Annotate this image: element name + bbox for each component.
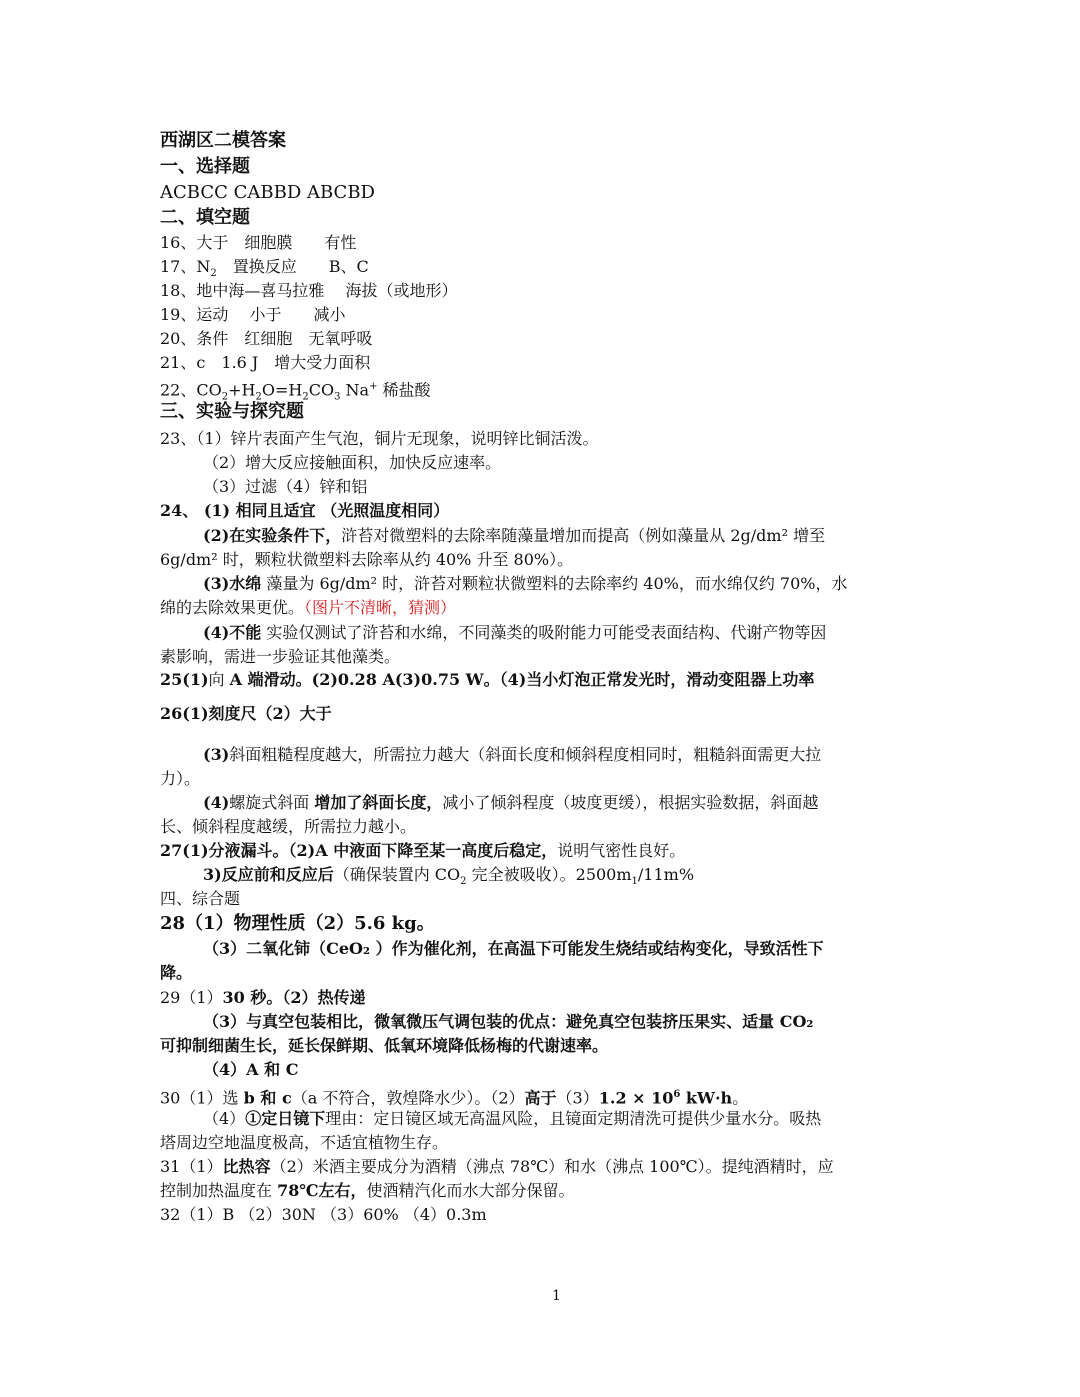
answer-21: 21、c 1.6 J 增大受力面积: [160, 353, 371, 372]
answer-19: 19、运动 小于 减小: [160, 305, 346, 324]
section-comprehensive-heading: 四、综合题: [160, 889, 241, 908]
answer-28-3a: （3）二氧化铈（CeO₂ ）作为催化剂，在高温下可能发生烧结或结构变化，导致活性下: [203, 939, 824, 958]
answer-17: 17、$N_2$ 置换反应 B、C: [160, 257, 369, 280]
uncertain-note: （图片不清晰，猜测）: [304, 598, 457, 617]
answer-30-1: 30（1）选 b 和 c（a 不符合，敦煌降水少）。（2）高于$(3)1.2 \times 10^6$ kW·h。: [160, 1088, 749, 1108]
answer-26-3b: 力）。: [160, 769, 201, 788]
section-choice-heading: 一、选择题: [160, 156, 250, 177]
answer-24-4a: (4)不能 实验仅测试了浒苔和水绵，不同藻类的吸附能力可能受表面结构、代谢产物等因: [203, 623, 827, 642]
answer-23-2: （2）增大反应接触面积，加快反应速率。: [203, 453, 502, 472]
answer-27-1: 27(1)分液漏斗。（2)A 中液面下降至某一高度后稳定，说明气密性良好。: [160, 841, 686, 860]
answer-27-3: 3)反应前和反应后（确保装置内 $CO_2$ 完全被吸收）。$2500m_1/11m\%$: [203, 865, 695, 888]
section-fill-heading: 二、填空题: [160, 207, 250, 228]
answer-18: 18、地中海—喜马拉雅 海拔（或地形）: [160, 281, 458, 300]
section-experiment-heading: 三、实验与探究题: [160, 401, 304, 422]
answer-29-4: （4）A 和 C: [203, 1060, 299, 1079]
answer-26-3a: (3)斜面粗糙程度越大，所需拉力越大（斜面长度和倾斜程度相同时，粗糙斜面需更大拉: [203, 745, 822, 764]
answer-26-1: 26(1)刻度尺（2）大于: [160, 704, 332, 723]
answer-30-4a: （4）①定日镜下理由：定日镜区域无高温风险，且镜面定期清洗可提供少量水分。吸热: [203, 1109, 822, 1128]
answer-24-3a: (3)水绵 藻量为 6g/dm² 时，浒苔对颗粒状微塑料的去除率约 40%，而水绵仅约 70%，水: [203, 574, 848, 593]
answer-24-3b: 绵的去除效果更优。（图片不清晰，猜测）: [160, 598, 457, 617]
answer-22: 22、$CO_2+H_2O=H_2CO_3$ Na+ 稀盐酸: [160, 380, 431, 403]
answer-31-2: 控制加热温度在 78℃左右，使酒精汽化而水大部分保留。: [160, 1181, 575, 1200]
answer-20: 20、条件 红细胞 无氧呼吸: [160, 329, 373, 348]
answer-30-4b: 塔周边空地温度极高，不适宜植物生存。: [160, 1133, 449, 1152]
answer-32: 32（1）B （2）30N （3）60% （4）0.3m: [160, 1205, 487, 1224]
answer-29-3a: （3）与真空包装相比，微氧微压气调包装的优点：避免真空包装挤压果实、适量 CO₂: [203, 1012, 814, 1031]
answer-24-2a: (2)在实验条件下，浒苔对微塑料的去除率随藻量增加而提高（例如藻量从 2g/dm² 增至: [203, 526, 826, 545]
answer-26-4a: (4)螺旋式斜面 增加了斜面长度，减小了倾斜程度（坡度更缓），根据实验数据，斜面越: [203, 793, 819, 812]
answer-29-1: 29（1）30 秒。（2）热传递: [160, 988, 366, 1007]
answer-28-1: 28（1）物理性质（2）5.6 kg。: [160, 913, 435, 934]
answer-24-1: 24、 (1) 相同且适宜 （光照温度相同）: [160, 501, 450, 520]
choice-answers: ACBCC CABBD ABCBD: [160, 182, 375, 203]
doc-title: 西湖区二模答案: [160, 130, 286, 151]
answer-24-2b: 6g/dm² 时，颗粒状微塑料去除率从约 40% 升至 80%）。: [160, 550, 574, 569]
answer-28-3b: 降。: [160, 963, 193, 982]
answer-29-3b: 可抑制细菌生长，延长保鲜期、低氧环境降低杨梅的代谢速率。: [160, 1036, 609, 1055]
answer-26-4b: 长、倾斜程度越缓，所需拉力越小。: [160, 817, 417, 836]
answer-31-1: 31（1）比热容（2）米酒主要成分为酒精（沸点 78℃）和水（沸点 100℃）。提纯酒精时，应: [160, 1157, 834, 1176]
answer-23-1: 23、（1）锌片表面产生气泡，铜片无现象，说明锌比铜活泼。: [160, 429, 599, 448]
answer-24-4b: 素影响，需进一步验证其他藻类。: [160, 647, 401, 666]
answer-25: 25(1)向 A 端滑动。(2)0.28 A(3)0.75 W。（4)当小灯泡正常发光时，滑动变阻器上功率: [160, 670, 815, 689]
answer-23-3: （3）过滤（4）锌和铝: [203, 477, 368, 496]
page-number: 1: [552, 1288, 561, 1304]
answer-16: 16、大于 细胞膜 有性: [160, 233, 357, 252]
